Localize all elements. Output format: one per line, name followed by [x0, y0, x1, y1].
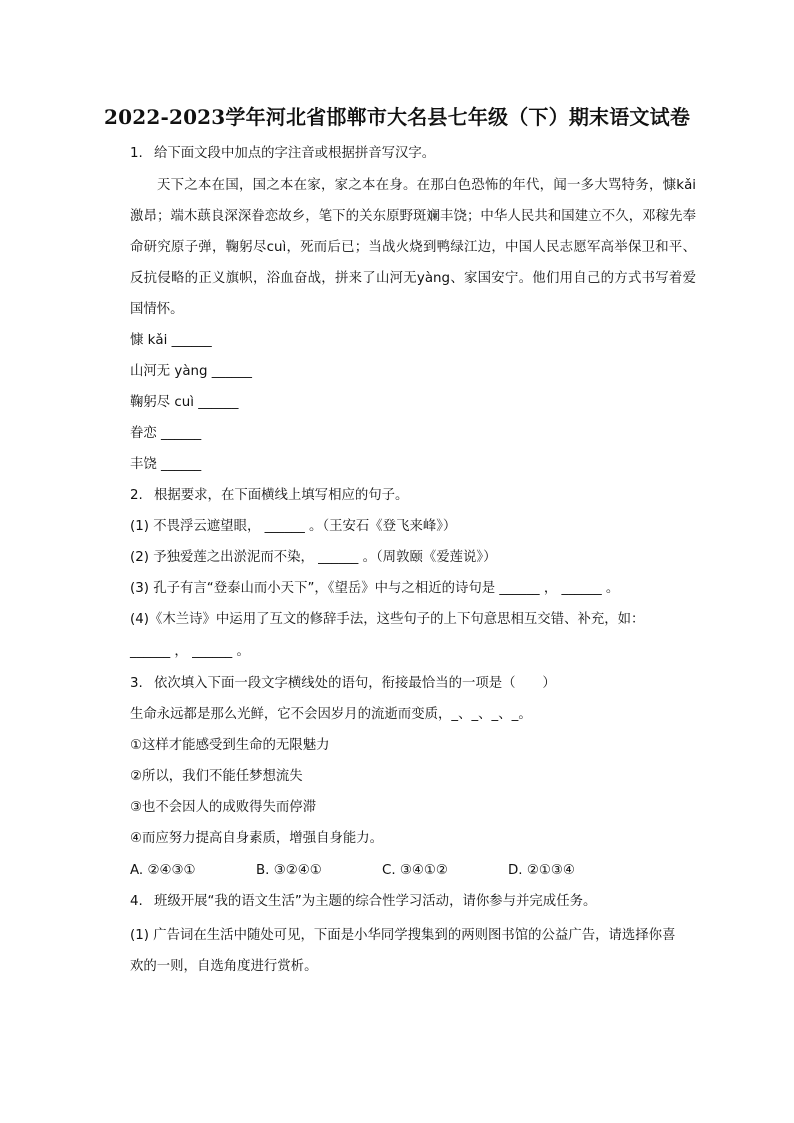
question-prompt: 依次填入下面一段文字横线处的语句，衔接最恰当的一项是（ ） [154, 676, 556, 691]
q4-sub1-line1: (1) 广告词在生活中随处可见，下面是小华同学搜集到的两则图书馆的公益广告，请选择你喜 [130, 928, 676, 943]
option-d[interactable]: D. ②①③④ [508, 863, 575, 878]
q1-item-5: 丰饶 ______ [130, 457, 202, 472]
q4-sub1-line2: 欢的一则，自选角度进行赏析。 [130, 959, 318, 974]
question-number: 1. [130, 146, 143, 161]
q2-item-3: (3) 孔子有言“登泰山而小天下”，《望岳》中与之相近的诗句是 ______ ， ______ 。 [130, 581, 620, 596]
question-1 [130, 144, 435, 164]
q2-item-4-continued: ______ ， ______ 。 [130, 644, 250, 659]
question-prompt: 给下面文段中加点的字注音或根据拼音写汉字。 [154, 146, 436, 161]
q3-sentence-3: ③也不会因人的成败得失而停滞 [130, 800, 317, 815]
question-3 [130, 674, 556, 694]
option-a[interactable]: A. ②④③① [130, 863, 196, 878]
q2-item-2: (2) 予独爱莲之出淤泥而不染， ______ 。（周敦颐《爱莲说》） [130, 550, 497, 565]
question-number: 3. [130, 676, 143, 691]
q3-sentence-4: ④而应努力提高自身素质，增强自身能力。 [130, 831, 384, 846]
question-prompt: 根据要求，在下面横线上填写相应的句子。 [154, 488, 409, 503]
q3-stem: 生命永远都是那么光鲜，它不会因岁月的流逝而变质，_、_、_、_。 [130, 707, 532, 722]
question-number: 2. [130, 488, 143, 503]
q2-item-1: (1) 不畏浮云遮望眼， ______ 。（王安石《登飞来峰》） [130, 519, 457, 534]
q1-item-1: 慷 kǎi ______ [130, 333, 212, 348]
question-number: 4. [130, 894, 143, 909]
q1-item-2: 山河无 yàng ______ [130, 364, 252, 379]
question-4 [130, 892, 596, 912]
q1-passage: 天下之本在国，国之本在家，家之本在身。在那白色恐怖的年代，闻一多大骂特务，慷kǎi激昂；端木蕻良深深眷恋故乡，笔下的关东原野斑斓丰饶；中华人民共和国建立不久，邓稼先奉命研究原子弹，鞠躬尽cuì，死而后已；当战火烧到鸭绿江边，中国人民志愿军高举保卫和平、反抗侵略的正义旗帜，浴血奋战，拼来了山河无yàng、家国安宁。他们用自己的方式书写着爱国情怀。 [130, 178, 696, 317]
option-c[interactable]: C. ③④①② [382, 863, 448, 878]
question-prompt: 班级开展“我的语文生活”为主题的综合性学习活动，请你参与并完成任务。 [154, 894, 597, 909]
q3-sentence-1: ①这样才能感受到生命的无限魅力 [130, 738, 330, 753]
q1-item-3: 鞠躬尽 cuì ______ [130, 395, 239, 410]
option-b[interactable]: B. ③②④① [256, 863, 322, 878]
page-title: 2022-2023学年河北省邯郸市大名县七年级（下）期末语文试卷 [103, 105, 691, 129]
question-2 [130, 486, 408, 506]
q3-sentence-2: ②所以，我们不能任梦想流失 [130, 769, 303, 784]
q1-item-4: 眷恋 ______ [130, 426, 202, 441]
q2-item-4: (4)《木兰诗》中运用了互文的修辞手法，这些句子的上下句意思相互交错、补充，如： [130, 612, 645, 627]
